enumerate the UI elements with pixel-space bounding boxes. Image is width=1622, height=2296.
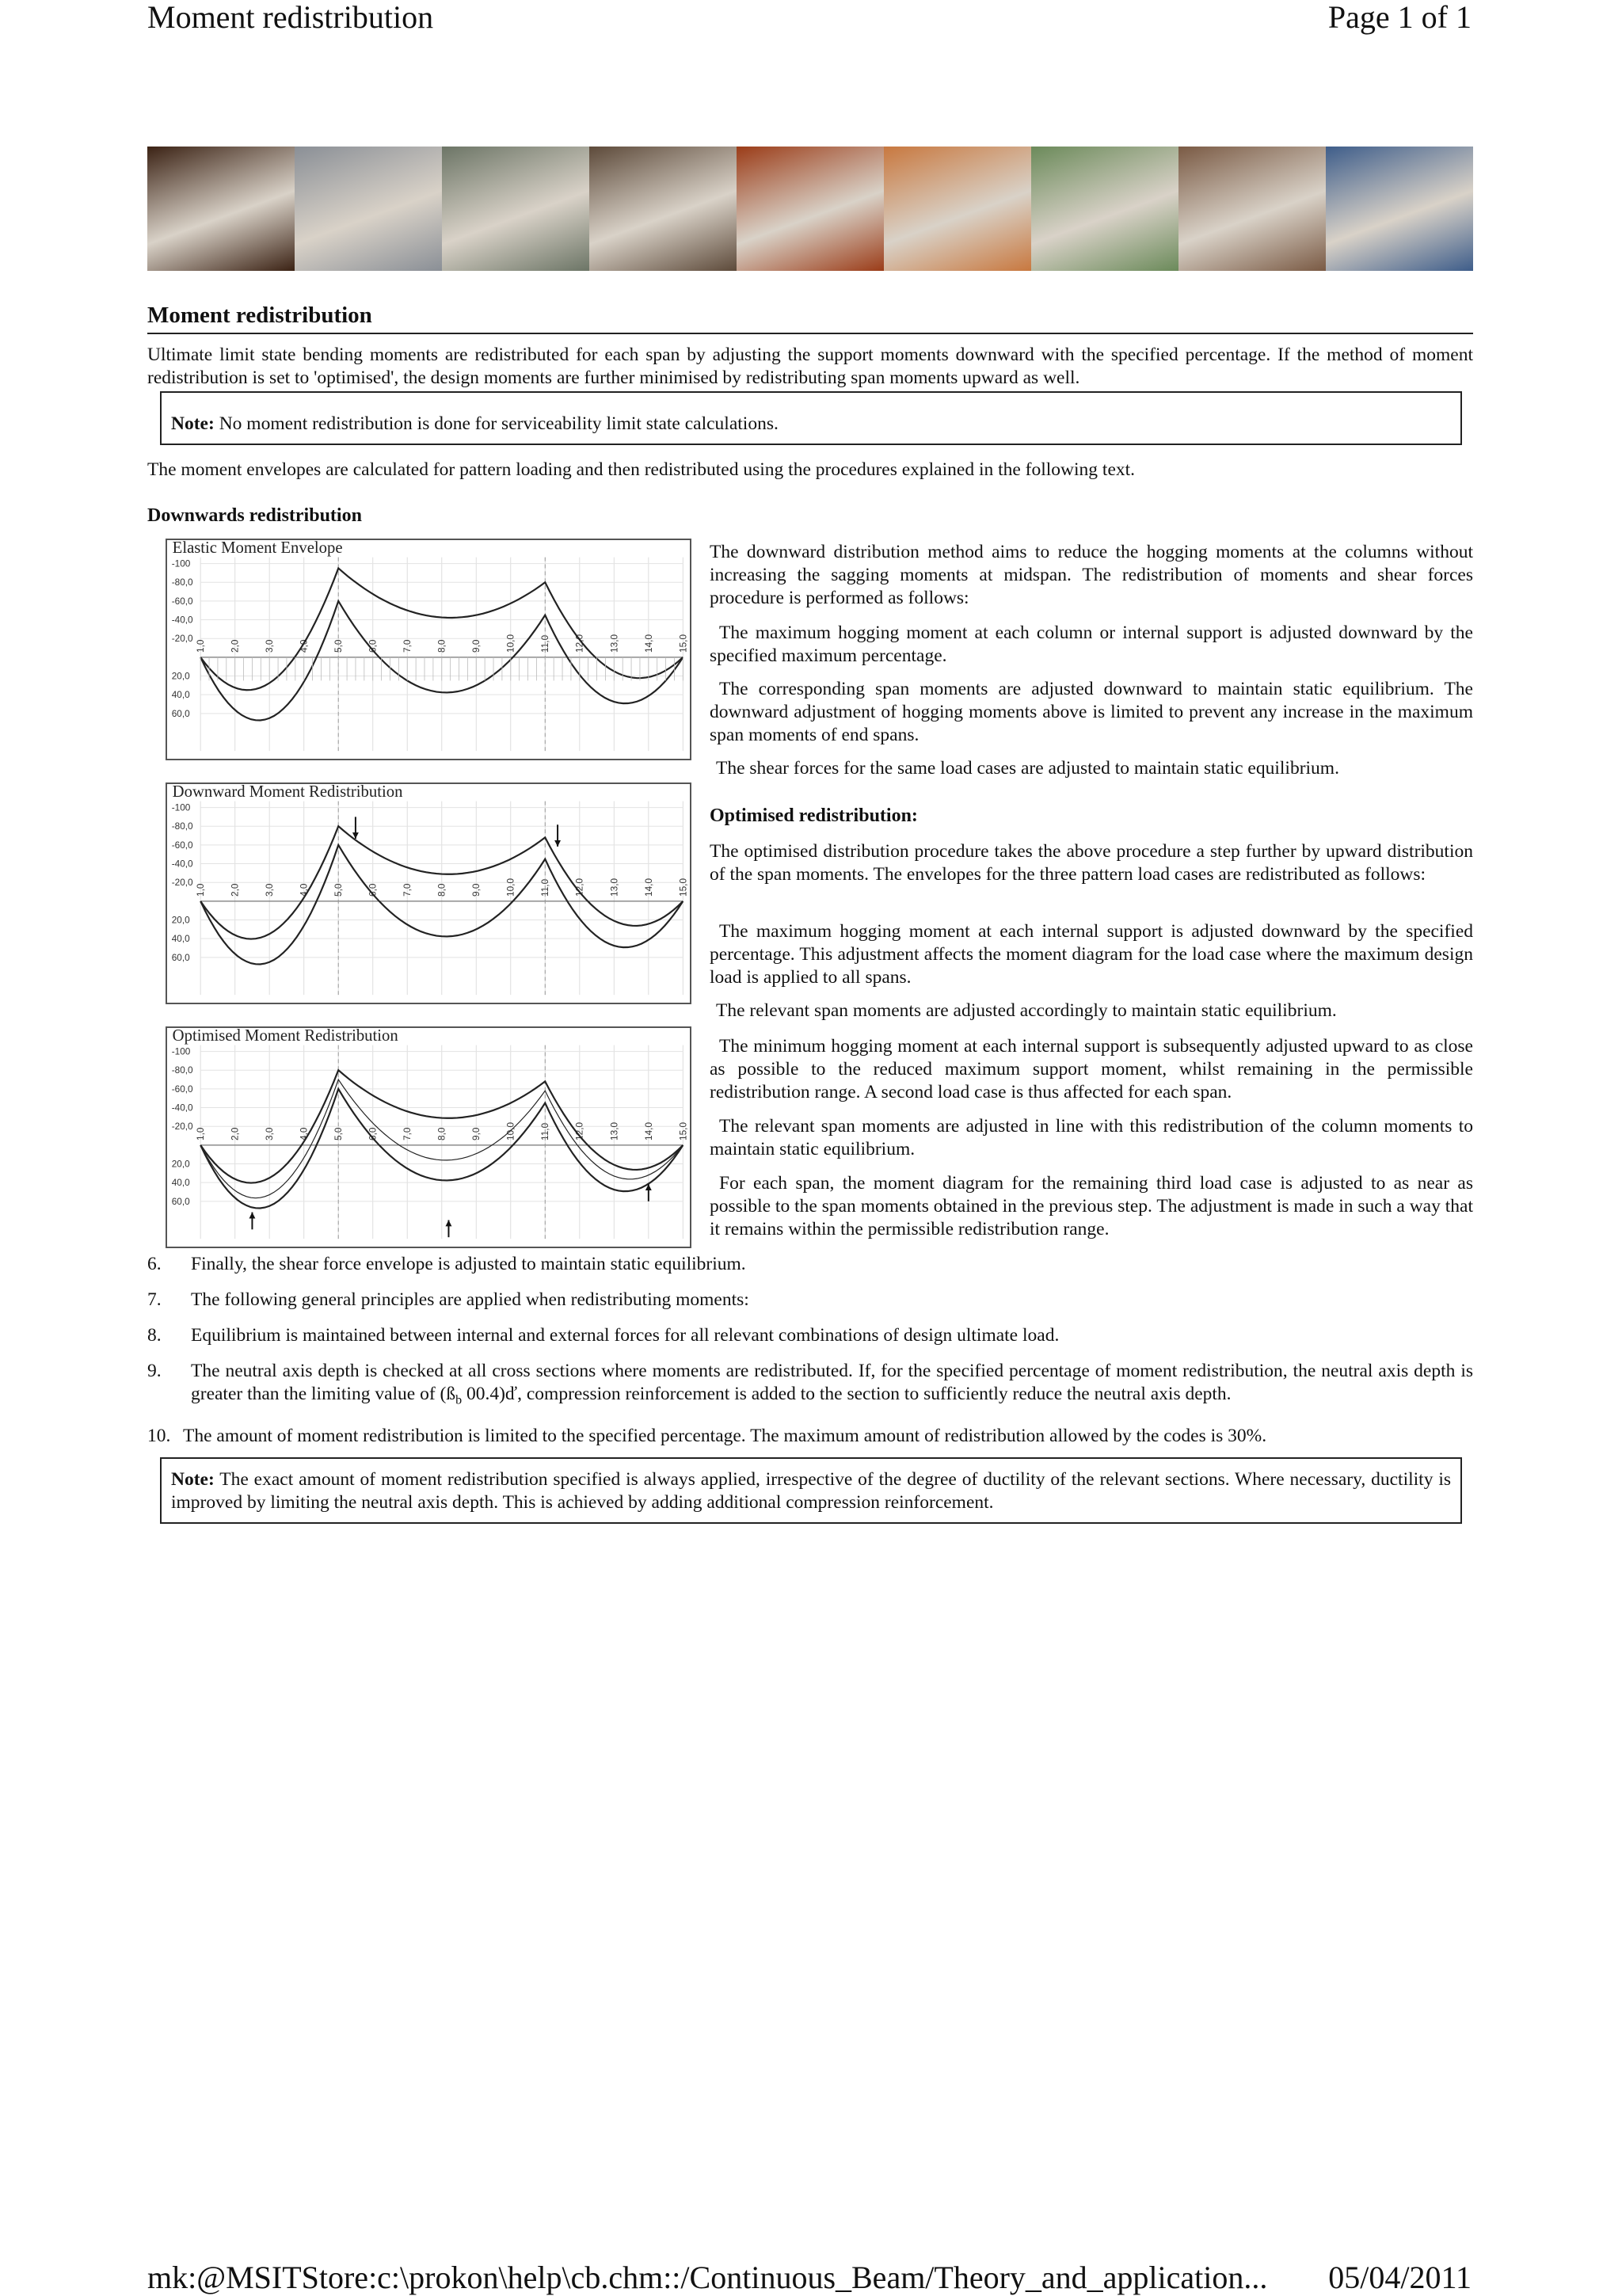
banner-photo-9 (1326, 147, 1473, 271)
x-tick-label: 2,0 (229, 883, 241, 897)
x-tick-label: 10,0 (504, 1121, 516, 1140)
arrow-head-icon (249, 1213, 255, 1219)
footer-date: 05/04/2011 (1328, 2260, 1472, 2295)
x-tick-label: 15,0 (677, 634, 689, 653)
x-tick-label: 11,0 (539, 634, 551, 653)
x-tick-label: 5,0 (333, 883, 345, 897)
figure-elastic-envelope (166, 539, 691, 760)
list-item (147, 1425, 1473, 1449)
x-tick-label: 15,0 (677, 1121, 689, 1140)
downward-step2: The corresponding span moments are adjusted downward to maintain static equilibrium. The downward adjustment of hogging moments above is limited to prevent any increase in the maximum span moments of end spans. (710, 679, 1473, 745)
x-tick-label: 4,0 (298, 1127, 310, 1140)
list-text-part: The neutral axis depth is checked at all cross sections where moments are redistributed. If, for the specified percentage of moment redistribution, the neutral axis depth is greater than the limiting value of (ß (191, 1361, 1473, 1404)
banner-photo-7 (1031, 147, 1178, 271)
x-tick-label: 1,0 (195, 883, 207, 897)
x-tick-label: 11,0 (539, 1122, 551, 1140)
figure-title: Downward Moment Redistribution (172, 784, 403, 801)
x-tick-label: 9,0 (470, 883, 482, 897)
x-tick-label: 5,0 (333, 639, 345, 653)
list-item (147, 1289, 1473, 1312)
y-tick-label: 20,0 (171, 914, 190, 926)
footer-path: mk:@MSITStore:c:\prokon\help\cb.chm::/Continuous_Beam/Theory_and_application... (147, 2260, 1268, 2295)
figure-title: Elastic Moment Envelope (172, 540, 343, 557)
list-item (147, 1360, 1473, 1409)
y-tick-label: -100 (171, 802, 191, 813)
banner-photo-3 (442, 147, 589, 271)
page-number: Page 1 of 1 (1327, 0, 1472, 35)
banner-photo-8 (1178, 147, 1326, 271)
x-tick-label: 15,0 (677, 878, 689, 897)
x-tick-label: 8,0 (436, 1127, 447, 1140)
chart-downward (167, 784, 690, 1003)
x-tick-label: 13,0 (608, 634, 620, 653)
x-tick-label: 1,0 (195, 1127, 207, 1140)
note-text: No moment redistribution is done for serviceability limit state calculations. (214, 413, 779, 434)
x-tick-label: 10,0 (504, 634, 516, 653)
optimised-p1: The optimised distribution procedure takes the above procedure a step further by upward distribution of the span moments. The envelopes for the three pattern load cases are redistributed as follows: (710, 841, 1473, 885)
note-box-serviceability (160, 391, 1462, 445)
x-tick-label: 1,0 (195, 639, 207, 653)
y-tick-label: -100 (171, 558, 191, 569)
note-label: Note: (171, 413, 215, 434)
y-tick-label: -100 (171, 1045, 191, 1057)
y-tick-label: -60,0 (171, 1083, 193, 1095)
list-subscript: b (455, 1393, 463, 1407)
chart-optimised (167, 1028, 690, 1247)
banner-photo-4 (589, 147, 737, 271)
x-tick-label: 3,0 (264, 883, 276, 897)
x-tick-label: 11,0 (539, 878, 551, 897)
y-tick-label: -80,0 (171, 577, 193, 588)
x-tick-label: 9,0 (470, 1127, 482, 1140)
page-header-title: Moment redistribution (147, 0, 434, 35)
y-tick-label: -80,0 (171, 1064, 193, 1076)
list-number: 9. (147, 1361, 162, 1381)
downward-step3: The shear forces for the same load cases are adjusted to maintain static equilibrium. (716, 758, 1339, 779)
intro-paragraph: Ultimate limit state bending moments are redistributed for each span by adjusting the support moments downward with the specified percentage. If the method of moment redistribution is set to 'optimised', the design moments are further minimised by redistributing span moments upward as well. (147, 345, 1473, 388)
y-tick-label: 40,0 (171, 1177, 190, 1189)
x-tick-label: 6,0 (367, 883, 379, 897)
note-box-ductility (160, 1457, 1462, 1524)
y-tick-label: -60,0 (171, 595, 193, 607)
x-tick-label: 4,0 (298, 883, 310, 897)
optimised-step2: The relevant span moments are adjusted accordingly to maintain static equilibrium. (716, 1000, 1337, 1021)
envelope-paragraph: The moment envelopes are calculated for pattern loading and then redistributed using the procedures explained in the following text. (147, 459, 1136, 480)
x-tick-label: 12,0 (573, 1121, 585, 1140)
list-text: The following general principles are applied when redistributing moments: (191, 1289, 749, 1310)
x-tick-label: 7,0 (402, 883, 413, 897)
list-number: 10. (147, 1426, 171, 1446)
chart-elastic (167, 540, 690, 759)
arrow-head-icon (554, 840, 561, 847)
x-tick-label: 8,0 (436, 883, 447, 897)
x-tick-label: 8,0 (436, 639, 447, 653)
figure-optimised-redistribution (166, 1026, 691, 1248)
list-number: 6. (147, 1254, 162, 1274)
x-tick-label: 12,0 (573, 878, 585, 897)
optimised-step4: The relevant span moments are adjusted in line with this redistribution of the column moments to maintain static equilibrium. (710, 1116, 1473, 1159)
list-text: Finally, the shear force envelope is adjusted to maintain static equilibrium. (191, 1254, 746, 1274)
x-tick-label: 2,0 (229, 1127, 241, 1140)
x-tick-label: 14,0 (642, 878, 654, 897)
x-tick-label: 13,0 (608, 1121, 620, 1140)
x-tick-label: 3,0 (264, 1127, 276, 1140)
optimised-step1: The maximum hogging moment at each internal support is adjusted downward by the specified percentage. This adjustment affects the moment diagram for the load case where the maximum design load is applied to all spans. (710, 921, 1473, 988)
y-tick-label: -40,0 (171, 1102, 193, 1114)
x-tick-label: 6,0 (367, 639, 379, 653)
x-tick-label: 14,0 (642, 1121, 654, 1140)
x-tick-label: 14,0 (642, 634, 654, 653)
y-tick-label: -40,0 (171, 858, 193, 870)
y-tick-label: 40,0 (171, 933, 190, 945)
banner-image (147, 147, 1473, 271)
y-tick-label: 20,0 (171, 670, 190, 682)
note-label: Note: (171, 1469, 215, 1490)
downward-p1: The downward distribution method aims to reduce the hogging moments at the columns without increasing the sagging moments at midspan. The redistribution of moments and shear forces procedure is performed as follows: (710, 542, 1473, 608)
list-item (147, 1253, 1473, 1277)
x-tick-label: 3,0 (264, 639, 276, 653)
y-tick-label: -60,0 (171, 839, 193, 851)
optimised-heading: Optimised redistribution: (710, 805, 918, 826)
downward-step1: The maximum hogging moment at each column or internal support is adjusted downward by the specified maximum percentage. (710, 623, 1473, 666)
figure-downward-redistribution (166, 782, 691, 1004)
list-number: 8. (147, 1325, 162, 1346)
optimised-step5: For each span, the moment diagram for the remaining third load case is adjusted to as near as possible to the span moments obtained in the previous step. The adjustment is made in such a way that it remains within the permissible redistribution range. (710, 1173, 1473, 1239)
banner-photo-6 (884, 147, 1031, 271)
downwards-heading: Downwards redistribution (147, 505, 362, 526)
y-tick-label: 60,0 (171, 1195, 190, 1207)
y-tick-label: 40,0 (171, 689, 190, 701)
y-tick-label: 60,0 (171, 951, 190, 963)
list-text: The amount of moment redistribution is limited to the specified percentage. The maximum amount of redistribution allowed by the codes is 30%. (183, 1426, 1267, 1446)
optimised-step3: The minimum hogging moment at each internal support is subsequently adjusted upward to as close as possible to the reduced maximum support moment, whilst remaining in the permissible redistribution range. A second load case is thus affected for each span. (710, 1036, 1473, 1102)
list-text (191, 1360, 1473, 1412)
y-tick-label: -20,0 (171, 633, 193, 645)
note-text: The exact amount of moment redistribution specified is always applied, irrespective of the degree of ductility of the relevant sections. Where necessary, ductility is improved by limiting the neutral axis depth. This is achieved by adding additional compression reinforcement. (171, 1469, 1451, 1513)
banner-photo-2 (295, 147, 442, 271)
x-tick-label: 9,0 (470, 639, 482, 653)
arrow-head-icon (446, 1220, 452, 1226)
list-text: Equilibrium is maintained between internal and external forces for all relevant combinations of design ultimate load. (191, 1325, 1060, 1346)
section-title: Moment redistribution (147, 303, 1473, 334)
figure-title: Optimised Moment Redistribution (172, 1028, 398, 1045)
x-tick-label: 4,0 (298, 639, 310, 653)
x-tick-label: 12,0 (573, 634, 585, 653)
x-tick-label: 7,0 (402, 639, 413, 653)
y-tick-label: 20,0 (171, 1158, 190, 1170)
y-tick-label: 60,0 (171, 707, 190, 719)
y-tick-label: -20,0 (171, 1121, 193, 1133)
banner-photo-1 (147, 147, 295, 271)
list-item (147, 1324, 1473, 1348)
x-tick-label: 7,0 (402, 1127, 413, 1140)
x-tick-label: 2,0 (229, 639, 241, 653)
banner-photo-5 (737, 147, 884, 271)
x-tick-label: 6,0 (367, 1127, 379, 1140)
list-number: 7. (147, 1289, 162, 1310)
y-tick-label: -20,0 (171, 877, 193, 889)
x-tick-label: 13,0 (608, 878, 620, 897)
list-text-part: 00.4)ď, compression reinforcement is added to the section to sufficiently reduce the neutral axis depth. (462, 1384, 1232, 1404)
y-tick-label: -40,0 (171, 614, 193, 626)
x-tick-label: 10,0 (504, 878, 516, 897)
x-tick-label: 5,0 (333, 1127, 345, 1140)
y-tick-label: -80,0 (171, 821, 193, 832)
